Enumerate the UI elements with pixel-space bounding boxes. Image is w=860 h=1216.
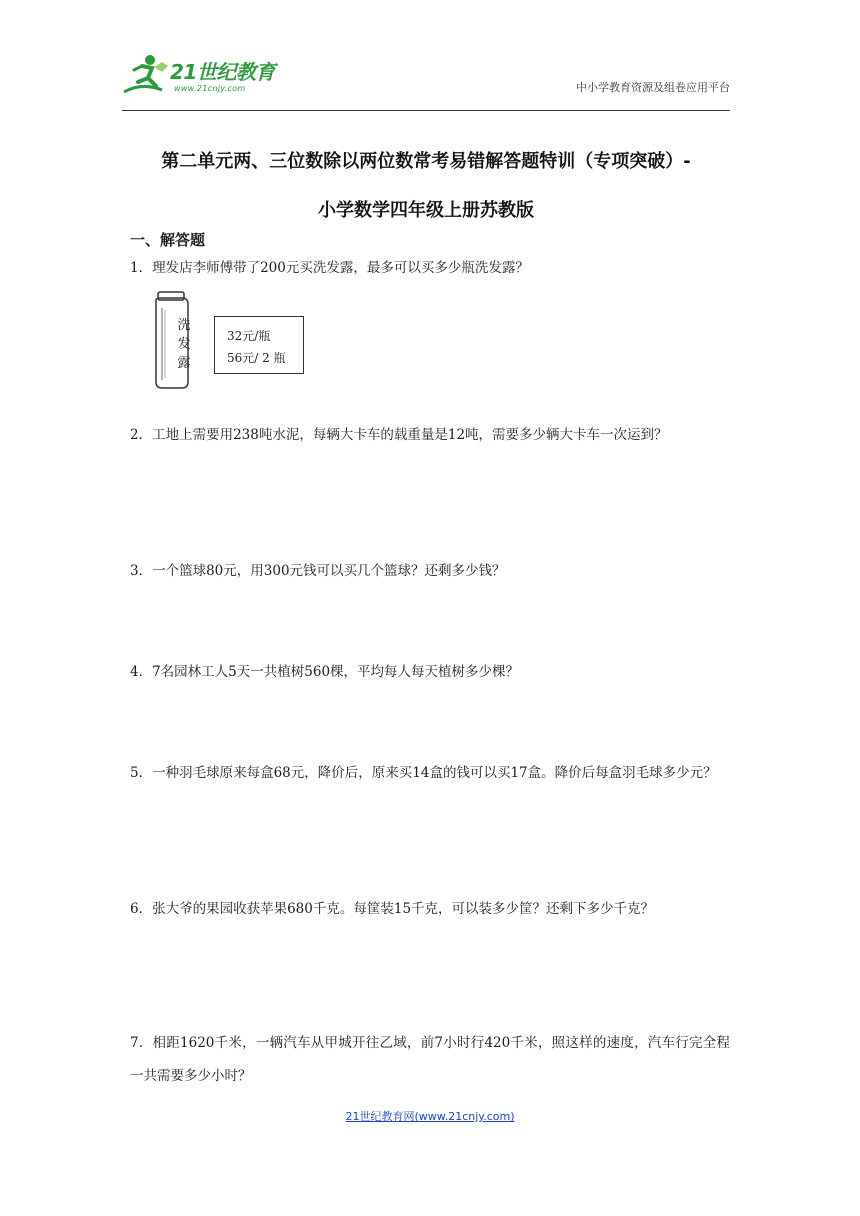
- header-tagline: 中小学教育资源及组卷应用平台: [576, 81, 730, 94]
- question-2: 2．工地上需要用238吨水泥，每辆大卡车的载重量是12吨，需要多少辆大卡车一次运到？: [130, 427, 668, 443]
- shampoo-figure: [148, 290, 310, 394]
- site-logo[interactable]: [122, 52, 292, 100]
- question-1: 1．理发店李师傅带了200元买洗发露，最多可以买多少瓶洗发露？: [130, 260, 529, 276]
- footer-link[interactable]: 21世纪教育网(www.21cnjy.com): [345, 1110, 515, 1123]
- question-3: 3．一个篮球80元，用300元钱可以买几个篮球？还剩多少钱？: [130, 563, 506, 579]
- document-title-line2: 小学数学四年级上册苏教版: [318, 200, 534, 221]
- logo-url: www.21cnjy.com: [174, 84, 246, 93]
- price-pair: 56元/ 2 瓶: [227, 351, 286, 365]
- price-single: 32元/瓶: [227, 329, 271, 343]
- question-4: 4．7名园林工人5天一共植树560棵，平均每人每天植树多少棵？: [130, 664, 520, 680]
- question-5: 5．一种羽毛球原来每盒68元，降价后，原来买14盒的钱可以买17盒。降价后每盒羽毛球多少元？: [130, 765, 717, 781]
- runner-logo-icon: [122, 52, 174, 96]
- header-divider: [122, 110, 730, 111]
- page-header: [122, 52, 730, 112]
- document-title-line1: 第二单元两、三位数除以两位数常考易错解答题特训（专项突破）-: [161, 151, 691, 172]
- logo-wordmark: 21世纪教育: [170, 60, 275, 84]
- question-7: 7．相距1620千米，一辆汽车从甲城开往乙域，前7小时行420千米，照这样的速度，汽车行完全程一共需要多少小时？: [130, 1035, 730, 1084]
- bottle-label: 洗发露: [177, 318, 191, 371]
- section-heading: 一、解答题: [130, 231, 206, 249]
- question-6: 6．张大爷的果园收获苹果680千克。每筐装15千克，可以装多少筐？还剩下多少千克？: [130, 901, 655, 917]
- price-tag: [214, 316, 304, 374]
- page-footer: [0, 1108, 860, 1124]
